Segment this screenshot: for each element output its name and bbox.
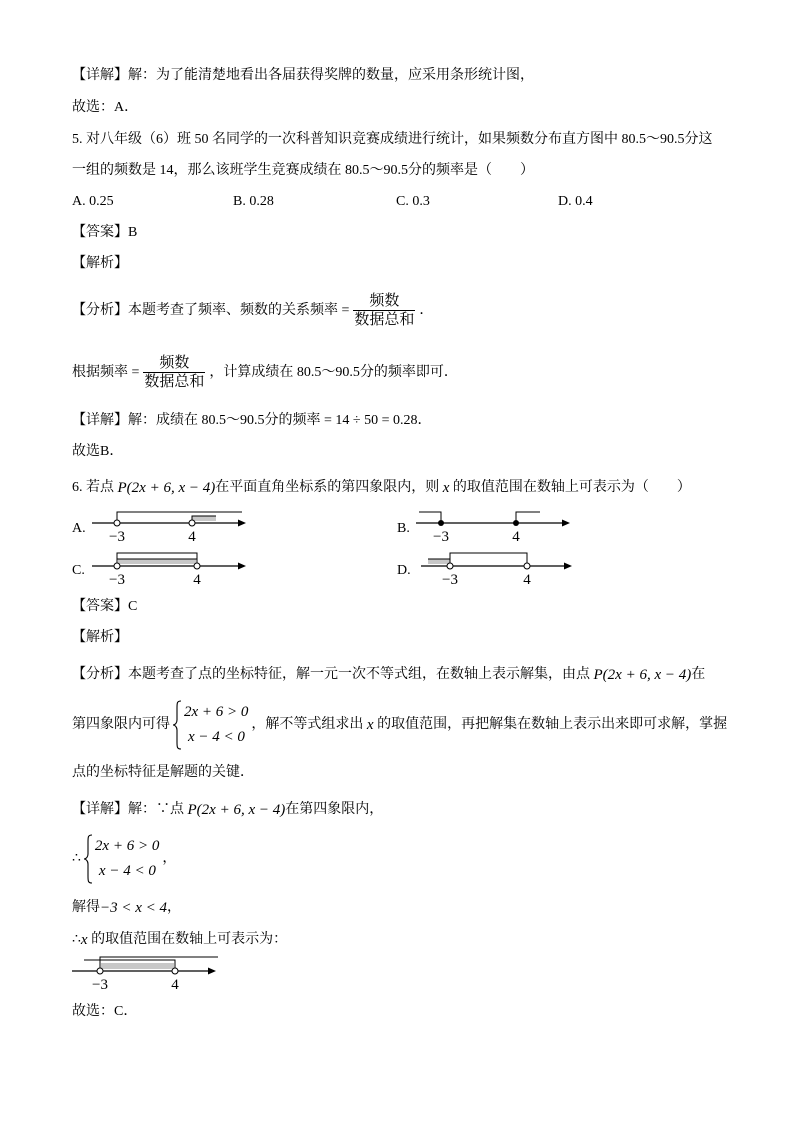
tick-label-4: 4: [512, 529, 520, 545]
q5-option-d: D. 0.4: [558, 194, 593, 209]
fraction-numerator: 频数: [159, 355, 190, 371]
ray-bracket-right-from-4: [516, 512, 540, 523]
q6-answer: 【答案】C: [72, 599, 138, 614]
q6-stem-prefix: 6. 若点: [72, 480, 118, 495]
therefore-symbol: ∴: [72, 932, 81, 947]
option-d-number-line: [419, 546, 579, 590]
system-suffix: ，: [162, 851, 177, 866]
filled-point-4: [513, 520, 519, 526]
tick-label-4: 4: [188, 529, 196, 545]
q5-option-a: A. 0.25: [72, 194, 114, 209]
inequality-1: 2x + 6 > 0: [94, 838, 160, 854]
therefore-symbol: ∴: [72, 851, 81, 866]
open-point-neg3: [97, 968, 103, 974]
shaded-region: [428, 559, 450, 564]
inequality-system: [83, 834, 159, 884]
axis-arrowhead: [238, 520, 246, 527]
q5-method-suffix: ，计算成绩在 80.5～90.5分的频率即可．: [209, 364, 458, 380]
q6-option-d-label: D.: [397, 563, 411, 578]
tick-label-neg3: −3: [109, 529, 125, 545]
axis-arrowhead: [564, 563, 572, 570]
q6-analysis-line1-prefix: 【分析】本题考查了点的坐标特征，解一元一次不等式组，在数轴上表示解集，由点: [72, 667, 594, 682]
q5-analysis-suffix: ．: [419, 302, 434, 318]
q5-method-line: [72, 354, 458, 391]
open-point-neg3: [114, 520, 120, 526]
q6-analysis-line2: [72, 700, 727, 750]
open-point-4: [194, 563, 200, 569]
q5-conclusion: 故选B．: [72, 444, 124, 459]
open-point-neg3: [447, 563, 453, 569]
q5-analysis-heading: 【解析】: [72, 256, 128, 271]
axis-arrowhead: [562, 520, 570, 527]
q6-analysis-line3: 点的坐标特征是解题的关键．: [72, 765, 254, 780]
variable-x: x: [442, 480, 450, 496]
variable-x: x: [366, 717, 374, 733]
ray-bracket-left-from-neg3: [419, 512, 441, 523]
inequality-2: x − 4 < 0: [98, 863, 156, 879]
q6-analysis-line2-mid: ，解不等式组求出: [251, 717, 367, 732]
range-suffix: 的取值范围在数轴上可表示为：: [87, 932, 288, 947]
q6-detail-line1: [72, 800, 383, 820]
q5-stem-line2: 一组的频数是 14，那么该班学生竞赛成绩在 80.5～90.5分的频率是（ ）: [72, 163, 534, 178]
q5-analysis-prefix: 【分析】本题考查了频率、频数的关系频率 =: [72, 302, 350, 318]
q5-answer: 【答案】B: [72, 225, 138, 240]
option-a-number-line: [90, 503, 250, 547]
axis-arrowhead: [238, 563, 246, 570]
q6-analysis-line2-suffix: 的取值范围，再把解集在数轴上表示出来即可求解，掌握: [373, 717, 728, 732]
q6-detail-line1-prefix: 【详解】解：∵点: [72, 802, 188, 817]
inequality-2: x − 4 < 0: [188, 729, 245, 745]
shaded-region: [192, 516, 216, 521]
q6-analysis-heading: 【解析】: [72, 630, 128, 645]
solve-suffix: ，: [167, 900, 182, 915]
q6-analysis-line1: [72, 665, 705, 685]
variable-x: x: [80, 932, 88, 948]
q4-conclusion: 故选：A．: [72, 100, 139, 115]
open-point-4: [524, 563, 530, 569]
q6-detail-line1-suffix: 在第四象限内，: [285, 802, 384, 817]
bracket-upper: [450, 553, 527, 563]
tick-label-4: 4: [171, 977, 179, 993]
tick-label-neg3: −3: [109, 572, 125, 588]
tick-label-neg3: −3: [92, 977, 108, 993]
ray-bracket-from-neg3: [117, 512, 242, 520]
frequency-fraction: [143, 354, 205, 391]
inequality-1: 2x + 6 > 0: [184, 704, 249, 720]
system-lines: [95, 834, 159, 884]
q6-option-c-label: C.: [72, 563, 85, 578]
filled-point-neg3: [438, 520, 444, 526]
solution-range: −3 < x < 4: [100, 900, 168, 916]
shaded-region: [101, 963, 174, 969]
q6-option-a-label: A.: [72, 521, 86, 536]
q5-stem-line1: 5. 对八年级（6）班 50 名同学的一次科普知识竞赛成绩进行统计，如果频数分布直方图中 80.5～90.5分这: [72, 132, 713, 147]
q6-range-line: [72, 930, 287, 950]
q5-analysis-line: [72, 292, 433, 329]
open-point-4: [189, 520, 195, 526]
q6-option-b-label: B.: [397, 521, 410, 536]
open-point-4: [172, 968, 178, 974]
q6-stem: [72, 478, 691, 498]
solution-number-line: [70, 951, 220, 995]
solve-prefix: 解得: [72, 900, 100, 915]
q6-stem-middle: 在平面直角坐标系的第四象限内，则: [215, 480, 443, 495]
q6-analysis-line1-suffix: 在: [691, 667, 706, 682]
point-p-expression: P(2x + 6, x − 4): [593, 667, 692, 683]
q5-method-prefix: 根据频率 =: [72, 364, 140, 380]
frequency-fraction: [353, 292, 415, 329]
fraction-denominator: 数据总和: [354, 312, 415, 328]
q6-detail-system-line: [72, 834, 176, 884]
point-p-expression: P(2x + 6, x − 4): [187, 802, 286, 818]
tick-label-neg3: −3: [433, 529, 449, 545]
fraction-numerator: 频数: [369, 293, 400, 309]
point-p-expression: P(2x + 6, x − 4): [117, 480, 216, 496]
inequality-system: [172, 700, 248, 750]
q4-detail: 【详解】解：为了能清楚地看出各届获得奖牌的数量，应采用条形统计图，: [72, 68, 534, 83]
open-point-neg3: [114, 563, 120, 569]
axis-arrowhead: [208, 968, 216, 975]
q6-solve-line: [72, 898, 181, 918]
q5-option-b: B. 0.28: [233, 194, 274, 209]
left-brace-icon: [83, 834, 93, 884]
system-lines: [184, 700, 248, 750]
option-b-number-line: [414, 503, 574, 547]
tick-label-neg3: −3: [442, 572, 458, 588]
q6-stem-suffix: 的取值范围在数轴上可表示为（ ）: [449, 480, 691, 495]
fraction-denominator: 数据总和: [144, 374, 205, 390]
shaded-region: [118, 559, 196, 564]
q6-analysis-line2-prefix: 第四象限内可得: [72, 717, 170, 732]
option-c-number-line: [90, 546, 250, 590]
q5-detail: 【详解】解：成绩在 80.5～90.5分的频率 = 14 ÷ 50 = 0.28．: [72, 413, 432, 428]
left-brace-icon: [172, 700, 182, 750]
tick-label-4: 4: [193, 572, 201, 588]
q5-option-c: C. 0.3: [396, 194, 430, 209]
q6-conclusion: 故选：C．: [72, 1004, 138, 1019]
tick-label-4: 4: [523, 572, 531, 588]
